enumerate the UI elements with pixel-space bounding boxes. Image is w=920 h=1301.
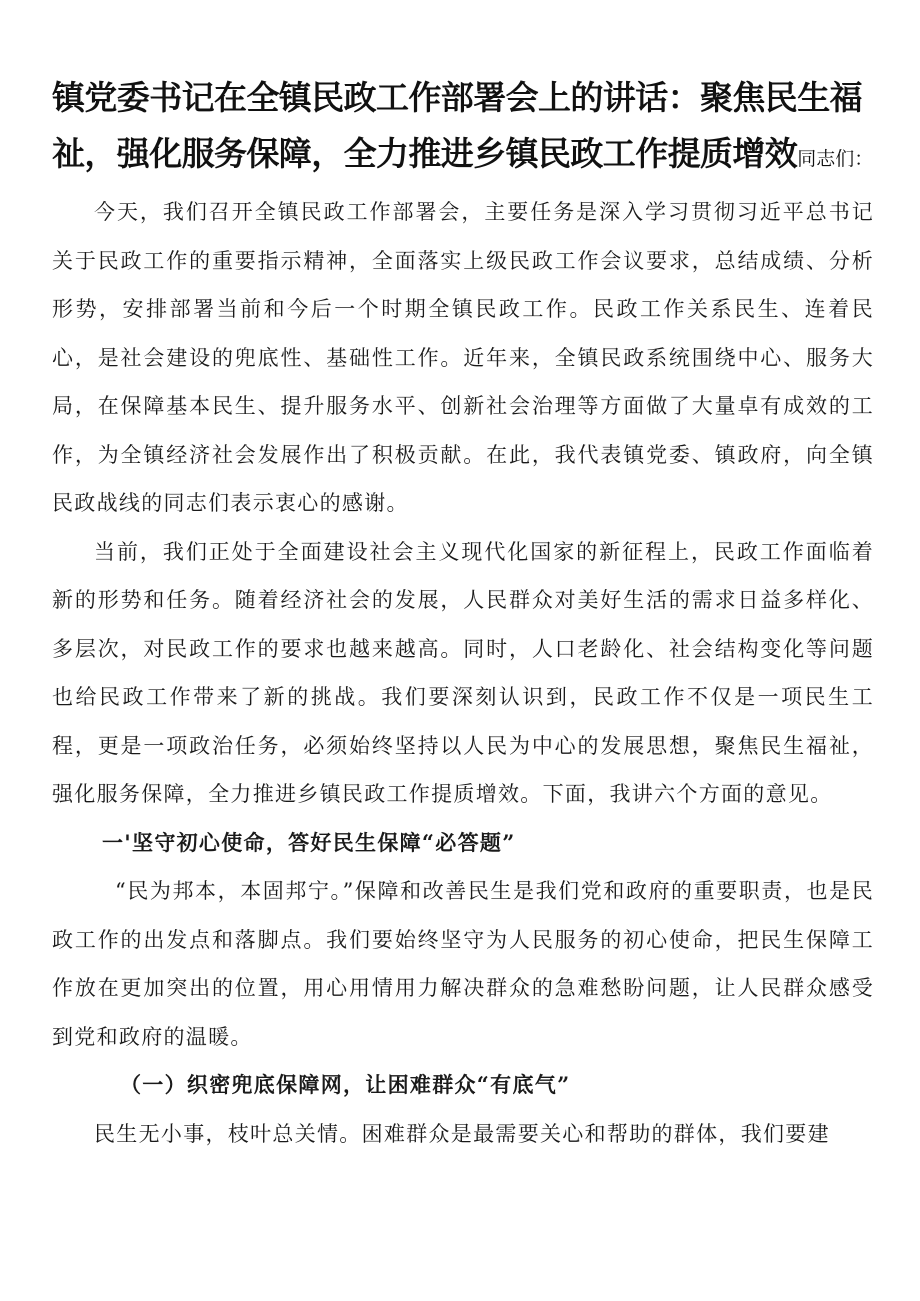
intro-paragraph: 今天，我们召开全镇民政工作部署会，主要任务是深入学习贯彻习近平总书记关于民政工作的重要指示精神，全面落实上级民政工作会议要求，总结成绩、分析形势，安排部署当前和今后一个时期全镇民政工作。民政工作关系民生、连着民心，是社会建设的兜底性、基础性工作。近年来，全镇民政系统围绕中心、服务大局，在保障基本民生、提升服务水平、创新社会治理等方面做了大量卓有成效的工作，为全镇经济社会发展作出了积极贡献。在此，我代表镇党委、镇政府，向全镇民政战线的同志们表示衷心的感谢。 — [52, 200, 874, 515]
situation-paragraph: 当前，我们正处于全面建设社会主义现代化国家的新征程上，民政工作面临着新的形势和任务。随着经济社会的发展，人民群众对美好生活的需求日益多样化、多层次，对民政工作的要求也越来越高。同时，人口老龄化、社会结构变化等问题也给民政工作带来了新的挑战。我们要深刻认识到，民政工作不仅是一项民生工程，更是一项政治任务，必须始终坚持以人民为中心的发展思想，聚焦民生福祉，强化服务保障，全力推进乡镇民政工作提质增效。下面，我讲六个方面的意见。 — [52, 539, 874, 806]
title-text: 镇党委书记在全镇民政工作部署会上的讲话：聚焦民生福祉，强化服务保障，全力推进乡镇民政工作提质增效 — [52, 78, 863, 173]
subsection-heading: （一）织密兜底保障网，让困难群众“有底气” — [120, 1072, 571, 1097]
section-paragraph: “民为邦本，本固邦宁。”保障和改善民生是我们党和政府的重要职责，也是民政工作的出发点和落脚点。我们要始终坚守为人民服务的初心使命，把民生保障工作放在更加突出的位置，用心用情用力解决群众的急难愁盼问题，让人民群众感受到党和政府的温暖。 — [52, 879, 874, 1049]
subsection-paragraph: 民生无小事，枝叶总关情。困难群众是最需要关心和帮助的群体，我们要建 — [94, 1121, 830, 1146]
document-title — [52, 70, 882, 187]
greeting-text: 同志们： — [797, 148, 874, 170]
section-heading: 一'坚守初心使命，答好民生保障“必答题” — [102, 829, 516, 855]
document-body — [52, 188, 874, 1158]
